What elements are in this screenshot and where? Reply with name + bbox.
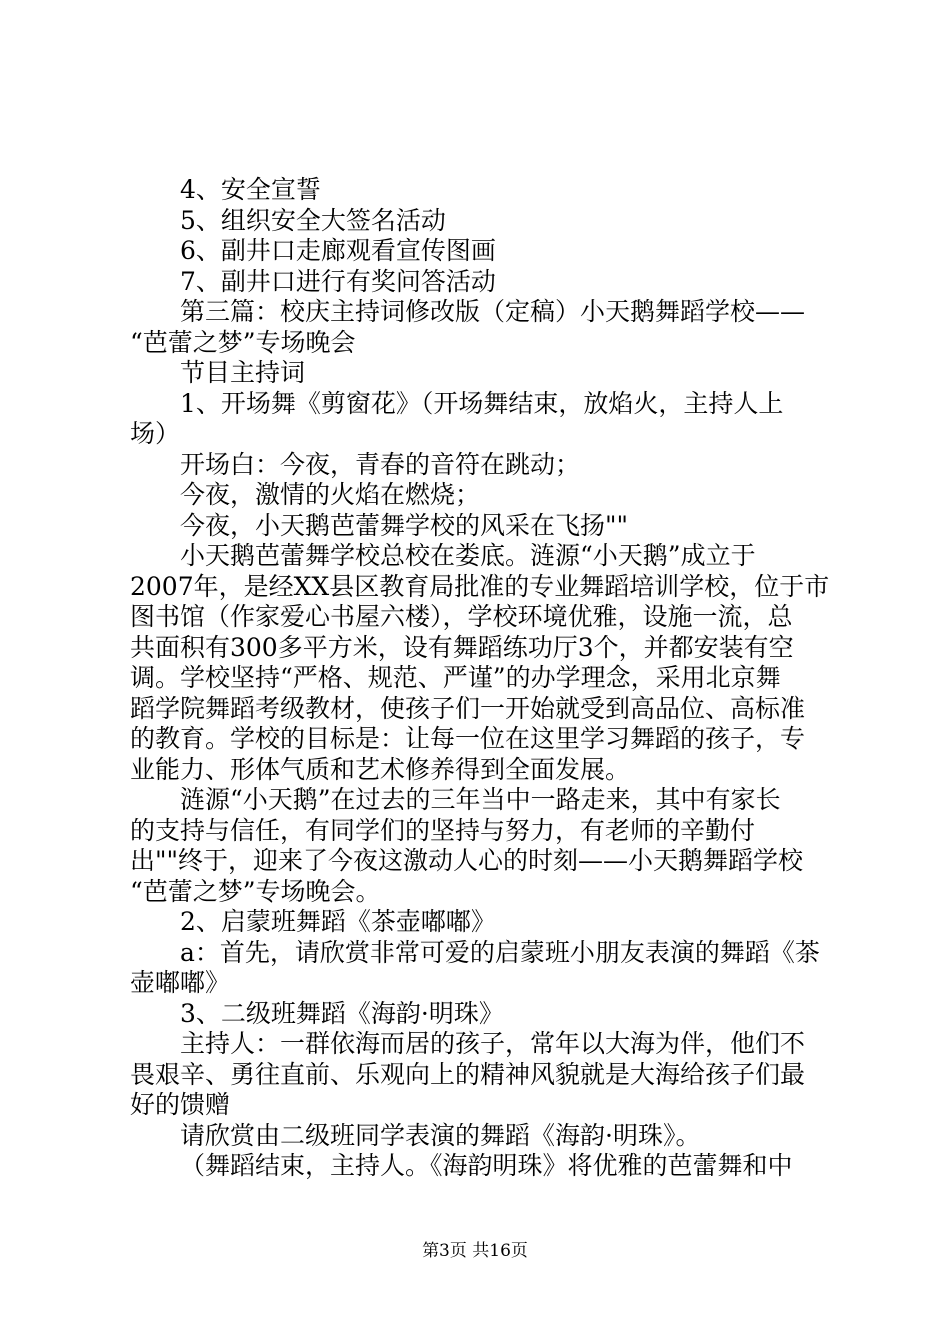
text-line: 主持人：一群依海而居的孩子，常年以大海为伴，他们不 bbox=[180, 1029, 806, 1058]
text-line: 节目主持词 bbox=[180, 358, 306, 387]
text-line: 图书馆（作家爱心书屋六楼），学校环境优雅，设施一流，总 bbox=[130, 602, 793, 631]
text-line: 业能力、形体气质和艺术修养得到全面发展。 bbox=[130, 754, 631, 784]
text-line: 请欣赏由二级班同学表演的舞蹈《海韵·明珠》。 bbox=[180, 1120, 701, 1150]
page-footer: 第3页 共16页 bbox=[422, 1241, 528, 1261]
text-line: 今夜，小天鹅芭蕾舞学校的风采在飞扬"" bbox=[180, 510, 628, 540]
text-line: 场） bbox=[130, 419, 181, 448]
text-line: 开场白：今夜，青春的音符在跳动； bbox=[180, 449, 581, 479]
text-line: 畏艰辛、勇往直前、乐观向上的精神风貌就是大海给孩子们最 bbox=[130, 1059, 806, 1089]
text-line: “芭蕾之梦”专场晚会。 bbox=[130, 876, 381, 906]
text-line: 7、副井口进行有奖问答活动 bbox=[180, 266, 496, 296]
text-line: 共面积有300多平方米，设有舞蹈练功厅3个，并都安装有空 bbox=[130, 632, 794, 662]
text-line: 蹈学院舞蹈考级教材，使孩子们一开始就受到高品位、高标准 bbox=[130, 693, 806, 723]
document-body bbox=[130, 175, 840, 1182]
text-line: 壶嘟嘟》 bbox=[130, 968, 231, 997]
text-line: 3、二级班舞蹈《海韵·明珠》 bbox=[180, 998, 504, 1028]
text-line: 小天鹅芭蕾舞学校总校在娄底。涟源“小天鹅”成立于 bbox=[180, 541, 756, 570]
text-line: 第三篇：校庆主持词修改版（定稿）小天鹅舞蹈学校—— bbox=[180, 297, 806, 326]
text-line: 4、安全宣誓 bbox=[180, 175, 321, 204]
text-line: “芭蕾之梦”专场晚会 bbox=[130, 327, 356, 357]
text-line: 2、启蒙班舞蹈《茶壶嘟嘟》 bbox=[180, 907, 496, 936]
text-line: a：首先，请欣赏非常可爱的启蒙班小朋友表演的舞蹈《茶 bbox=[180, 937, 820, 967]
text-line: 的支持与信任，有同学们的坚持与努力，有老师的辛勤付 bbox=[130, 815, 756, 845]
text-line: （舞蹈结束，主持人。《海韵明珠》将优雅的芭蕾舞和中 bbox=[180, 1151, 793, 1180]
text-line: 6、副井口走廊观看宣传图画 bbox=[180, 236, 496, 265]
text-line: 好的馈赠 bbox=[130, 1090, 231, 1119]
text-line: 涟源“小天鹅”在过去的三年当中一路走来，其中有家长 bbox=[180, 785, 781, 814]
text-line: 今夜，激情的火焰在燃烧； bbox=[180, 480, 481, 509]
text-line: 1、开场舞《剪窗花》（开场舞结束，放焰火，主持人上 bbox=[180, 388, 784, 418]
text-line: 调。学校坚持“严格、规范、严谨”的办学理念，采用北京舞 bbox=[130, 663, 781, 692]
text-line: 出""终于，迎来了今夜这激动人心的时刻——小天鹅舞蹈学校 bbox=[130, 846, 804, 875]
text-line: 2007年，是经XX县区教育局批准的专业舞蹈培训学校，位于市 bbox=[130, 571, 830, 601]
text-line: 的教育。学校的目标是：让每一位在这里学习舞蹈的孩子，专 bbox=[130, 724, 806, 753]
text-line: 5、组织安全大签名活动 bbox=[180, 205, 446, 235]
